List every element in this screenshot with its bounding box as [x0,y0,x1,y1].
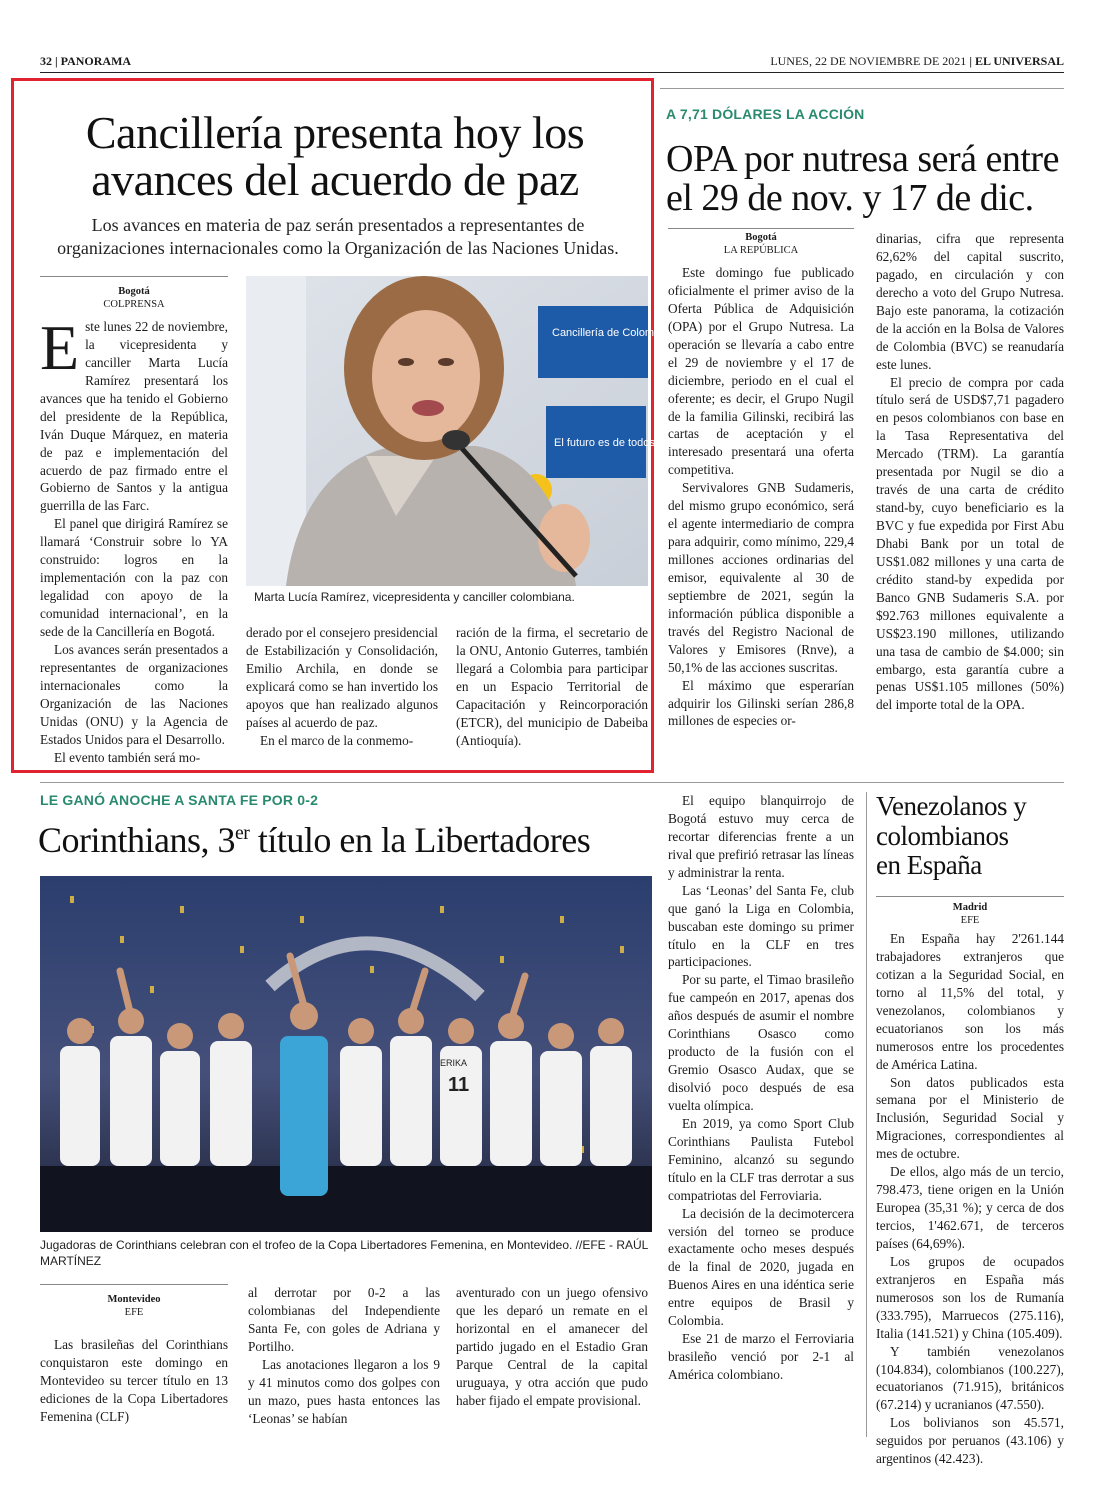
story2-headline-line2: el 29 de nov. y 17 de dic. [666,176,1034,219]
story3-paragraph: Las anotaciones llegaron a los 9 y 41 minutos como dos golpes con un mazo, pues hasta entonces las ‘Leonas’ se habían [248,1356,440,1426]
story4-paragraph: Y también venezolanos (104.834), colombianos (100.227), ecuatorianos (71.915), británicos (67.214) y ucranianos (47.550). [876,1343,1064,1413]
story4-column [876,930,1064,1467]
story4-paragraph: Los grupos de ocupados extranjeros en España más numerosos son los de Rumanía (333.795), Marruecos (275.116), Italia (141.521) y China (105.409). [876,1253,1064,1341]
story1-column-3 [456,624,648,764]
story3-paragraph: aventurado con un juego ofensivo que les deparó un remate en el horizontal en el amanecer del partido jugado en el Estadio Gran Parque Central de la capital uruguaya, y otra acción que pudo haber fijado el empate provisional. [456,1285,648,1408]
issue-date: LUNES, 22 DE NOVIEMBRE DE 2021 [770,54,967,68]
story2-paragraph: Servivalores GNB Sudameris, del mismo grupo económico, será el agente intermediario de compra para adquirir, como mínimo, 229,4 millones acciones ordinarias del emisor, equivalente al 30 de septiembre de 2021, según la información pública disponible a través del Registro Nacional de Valores y Emisores (Rnve), a 50,1% de las acciones suscritas. [668,480,854,675]
story3-paragraph: al derrotar por 0-2 a las colombianas del Independiente Santa Fe, con goles de Adriana y Portilho. [248,1285,440,1354]
story3-paragraph: La decisión de la decimotercera versión del torneo se produce exactamente ocho meses después de la final de 2020, jugada en Buenos Aires en una idéntica serie entre equipos de Brasil y Colombia. [668,1205,854,1329]
backdrop-logo-2: El futuro es de todos [554,437,655,449]
header-rule [40,72,1064,73]
story3-paragraph: El equipo blanquirrojo de Bogotá estuvo muy cerca de recortar diferencias frente a un rival que prefirió retrasar las líneas y administrar la renta. [668,793,854,880]
story4-byline-city: Madrid [952,902,988,913]
section-divider [40,782,1064,783]
story3-byline-rule [40,1284,228,1285]
story4-paragraph: Son datos publicados esta semana por el Ministerio de Inclusión, Seguridad Social y Migraciones, correspondientes al mes de octubre. [876,1074,1064,1162]
story2-headline-line1: OPA por nutresa será entre [666,138,1059,180]
story4-headline [876,792,1066,881]
story4-paragraph: Los bolivianos son 45.571, seguidos por peruanos (43.106) y argentinos (42.423). [876,1415,1064,1467]
jersey-name: ERIKA [440,1058,468,1068]
story3-headline [38,822,658,859]
story4-headline-line2: colombianos [876,820,1009,851]
story1-byline [40,286,228,311]
story1-paragraph: El panel que dirigirá Ramírez se llamará ‘Construir sobre lo YA construido: logros en la implementación con la paz con legalidad con apoyo de la comunidad internacional’, en la sede de la Cancillería en Bogotá. [40,516,228,639]
story4-byline-agency: EFE [960,914,980,926]
story3-headline-pre: Corinthians, 3 [38,820,235,860]
story2-top-rule [660,88,1064,89]
story3-kicker: LE GANÓ ANOCHE A SANTA FE POR 0-2 [40,792,319,808]
story1-paragraph: derado por el consejero presidencial de Estabilización y Consolidación, Emilio Archila, en donde se explicará como se han invertido los apoyos que han realizado algunos países al acuerdo de paz. [246,625,438,730]
story4-paragraph: De ellos, algo más de un tercio, 798.473, tiene origen en la Unión Europea (35,31 %); y cerca de dos tercios, 1'462.671, de terceros países (64,69%). [876,1164,1064,1251]
story1-paragraph: ración de la firma, el secretario de la ONU, Antonio Guterres, también llegará a Colombia para participar en un Espacio Territorial de Capacitación y Reincorporación (ETCR), del municipio de Dabeiba (Antioquía). [456,625,648,748]
story2-byline [668,232,854,257]
story2-paragraph: Este domingo fue publicado oficialmente el primer aviso de la Oferta Pública de Adquisición (OPA) por el Grupo Nutresa. La operación se llevaría a cabo entre el 29 de noviembre y el 17 de diciembre, periodo en el cual el oferente; es decir, el Grupo Nugil de la familia Gilinski, recibirá las cartas de aceptación y el interesado presentará una oferta competitiva. [668,265,854,478]
story2-byline-agency: LA REPÚBLICA [723,244,799,256]
story2-headline [666,140,1066,218]
story3-byline-agency: EFE [124,1306,144,1318]
story4-byline-rule [876,896,1064,897]
story4-byline [876,902,1064,927]
story1-paragraph: En el marco de la conmemo- [260,732,414,748]
story1-paragraph: El evento también será mo- [54,749,201,765]
story1-deck: Los avances en materia de paz serán presentados a representantes de organizaciones internacionales como la Organización de las Naciones Unidas. [57,215,619,258]
story3-column-3 [456,1284,648,1436]
story3-headline-post: título en la Libertadores [249,820,591,860]
story3-column-2 [248,1284,440,1436]
section-name: PANORAMA [60,54,132,68]
story3-paragraph: Las ‘Leonas’ del Santa Fe, club que ganó la Liga en Colombia, buscaban este domingo su primer título en la CLF en tres participaciones. [668,882,854,970]
story3-column-4 [668,792,854,1437]
story4-headline-line1: Venezolanos y [876,791,1027,821]
story1-column-1 [40,312,228,765]
story2-byline-rule [668,228,854,229]
story3-photo [40,876,652,1232]
story1-paragraph: ste lunes 22 de noviembre, la vicepresidenta y canciller Marta Lucía Ramírez presentará los avances que ha tenido el Gobierno del presidente de la República, Iván Duque Márquez, en materia de paz e implementación del acuerdo de paz firmado entre el Gobierno de Santos y la antigua guerrilla de las Farc. [40,319,228,514]
header-right: LUNES, 22 DE NOVIEMBRE DE 2021 | EL UNIVERSAL [770,54,1064,68]
story3-paragraph: En 2019, ya como Sport Club Corinthians Paulista Futebol Feminino, alcanzó su segundo título en la CLF tras derrotar a sus compatriotas del Ferroviaria. [668,1115,854,1203]
celebration-photo-illustration [40,876,652,1232]
story1-paragraph: Los avances serán presentados a representantes de organizaciones internacionales como la Organización de las Naciones Unidas (ONU) y la Agencia de Estados Unidos para el Desarrollo. [40,641,228,747]
story2-paragraph: El precio de compra por cada título será de USD$7,71 pagadero en pesos colombianos con base en la Tasa Representativa del Mercado (TRM). La garantía presentada por Nugil se dio a través de una carta de crédito stand-by, cuyo beneficiario es la BVC y fue expedida por First Abu Dhabi Bank por un total de US$1.082 millones y una carta de crédito stand-by expedida por Banco GNB Sudameris S.A. por $92.763 millones equivalente a US$23.190 millones, utilizando una tasa de cambio de $4.000; sin embargo, esta garantía cubre a penas US$1.105 millones (50%) del importe total de la OPA. [876,374,1064,713]
story2-kicker: A 7,71 DÓLARES LA ACCIÓN [666,106,865,122]
story4-left-rule [866,792,867,1437]
story2-paragraph: dinarias, cifra que representa 62,62% del capital suscrito, pagado, en circulación y con derecho a voto del Grupo Nutresa. Bajo este panorama, la cotización de la acción en la Bolsa de Valores de Colombia (BVC) se reanudaría este lunes. [876,231,1064,372]
story1-byline-agency: COLPRENSA [103,298,165,310]
backdrop-logo-1: Cancillería de Colombia [552,327,669,339]
story3-paragraph: Las brasileñas del Corinthians conquistaron este domingo en Montevideo su tercer título en 13 ediciones de la Copa Libertadores Femenina (CLF) [40,1337,228,1424]
story4-headline-line3: en España [876,850,982,881]
story3-byline [40,1294,228,1319]
story3-column-1 [40,1336,228,1436]
story1-headline [30,107,640,205]
story1-dropcap: E [40,312,80,383]
story1-byline-rule [40,276,228,277]
page-header: 32 | PANORAMA LUNES, 22 DE NOVIEMBRE DE 2021 | EL UNIVERSAL [40,54,1064,68]
story1-photo-caption: Marta Lucía Ramírez, vicepresidenta y canciller colombiana. [254,590,575,604]
story1-byline-city: Bogotá [118,286,150,297]
story1-headline-line1: Cancillería presenta hoy los [85,107,585,158]
story2-byline-city: Bogotá [745,232,777,243]
story3-photo-caption: Jugadoras de Corinthians celebran con el trofeo de la Copa Libertadores Femenina, en Montevideo. //EFE - RAÚL MARTÍNEZ [40,1238,648,1268]
story3-byline-city: Montevideo [107,1294,161,1305]
page-number: 32 [40,54,52,68]
story2-column-1 [668,264,854,764]
story3-paragraph: Por su parte, el Timao brasileño fue campeón en 2017, apenas dos años después de asumir el nombre Corinthians Osasco como producto de la fusión con el Gremio Osasco Audax, que se disolvió poco después de esa vuelta olímpica. [668,972,854,1113]
story1-column-2 [246,624,438,764]
story2-paragraph: El máximo que esperarían adquirir los Gilinski serían 286,8 millones de especies or- [668,677,854,729]
paper-name: EL UNIVERSAL [974,54,1064,68]
story4-paragraph: En España hay 2'261.144 trabajadores extranjeros que cotizan a la Seguridad Social, en torno al 11,5% del total, y venezolanos, colombianos y ecuatorianos son los más numerosos entre los procedentes de América Latina. [876,931,1064,1072]
story3-paragraph: Ese 21 de marzo el Ferroviaria brasileño venció por 2-1 al América colombiano. [668,1331,854,1382]
vicepresident-photo-illustration [246,276,669,586]
story2-column-2 [876,230,1064,765]
jersey-number: 11 [448,1074,470,1096]
story1-photo [246,276,669,586]
story1-headline-line2: avances del acuerdo de paz [91,153,579,205]
story3-headline-sup: er [235,822,250,844]
